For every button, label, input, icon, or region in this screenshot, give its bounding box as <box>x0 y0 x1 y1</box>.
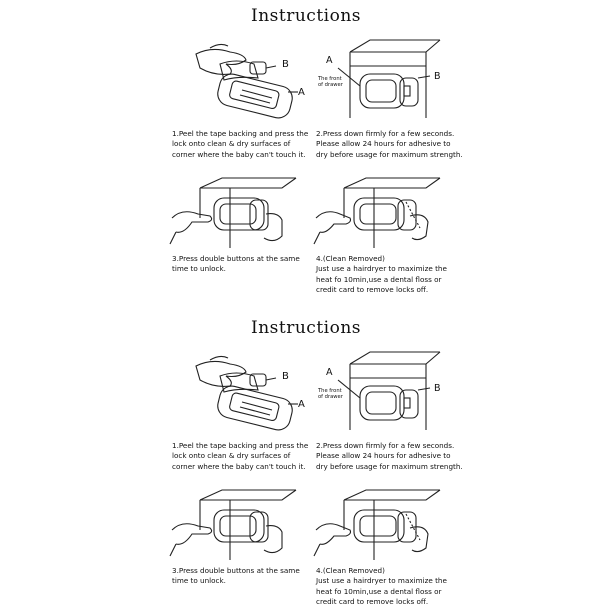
drawer-front-label: The front of drawer <box>318 76 343 89</box>
step3-unlock-illustration <box>170 490 296 562</box>
step2-drawer-illustration <box>330 38 440 120</box>
step4-caption: 4.(Clean Removed) Just use a hairdryer to maximize the heat fo 10min,use a dental floss or credit card to remove locks off. <box>316 254 447 295</box>
step2-caption: 2.Press down firmly for a few seconds. Please allow 24 hours for adhesive to dry before usage for maximum strength. <box>316 129 463 159</box>
label-b: B <box>282 59 289 70</box>
step3-caption: 3.Press double buttons at the same time to unlock. <box>172 566 300 586</box>
label-b: B <box>434 71 441 82</box>
label-b: B <box>434 383 441 394</box>
drawer-front-label: The front of drawer <box>318 388 343 401</box>
label-a: A <box>326 55 333 66</box>
step1-peel-illustration <box>190 354 310 436</box>
step2-caption: 2.Press down firmly for a few seconds. Please allow 24 hours for adhesive to dry before usage for maximum strength. <box>316 441 463 471</box>
label-b: B <box>282 371 289 382</box>
step4-caption: 4.(Clean Removed) Just use a hairdryer to maximize the heat fo 10min,use a dental floss or credit card to remove locks off. <box>316 566 447 607</box>
step1-caption: 1.Peel the tape backing and press the lock onto clean & dry surfaces of corner where the baby can't touch it. <box>172 129 309 159</box>
label-a: A <box>326 367 333 378</box>
step4-removal-illustration <box>314 490 440 562</box>
step1-peel-illustration <box>190 42 310 124</box>
label-a: A <box>298 399 305 410</box>
step1-caption: 1.Peel the tape backing and press the lock onto clean & dry surfaces of corner where the baby can't touch it. <box>172 441 309 471</box>
step3-unlock-illustration <box>170 178 296 250</box>
step2-drawer-illustration <box>330 350 440 432</box>
step3-caption: 3.Press double buttons at the same time to unlock. <box>172 254 300 274</box>
label-a: A <box>298 87 305 98</box>
step4-removal-illustration <box>314 178 440 250</box>
section-title: Instructions <box>251 318 361 338</box>
section-title: Instructions <box>251 6 361 26</box>
